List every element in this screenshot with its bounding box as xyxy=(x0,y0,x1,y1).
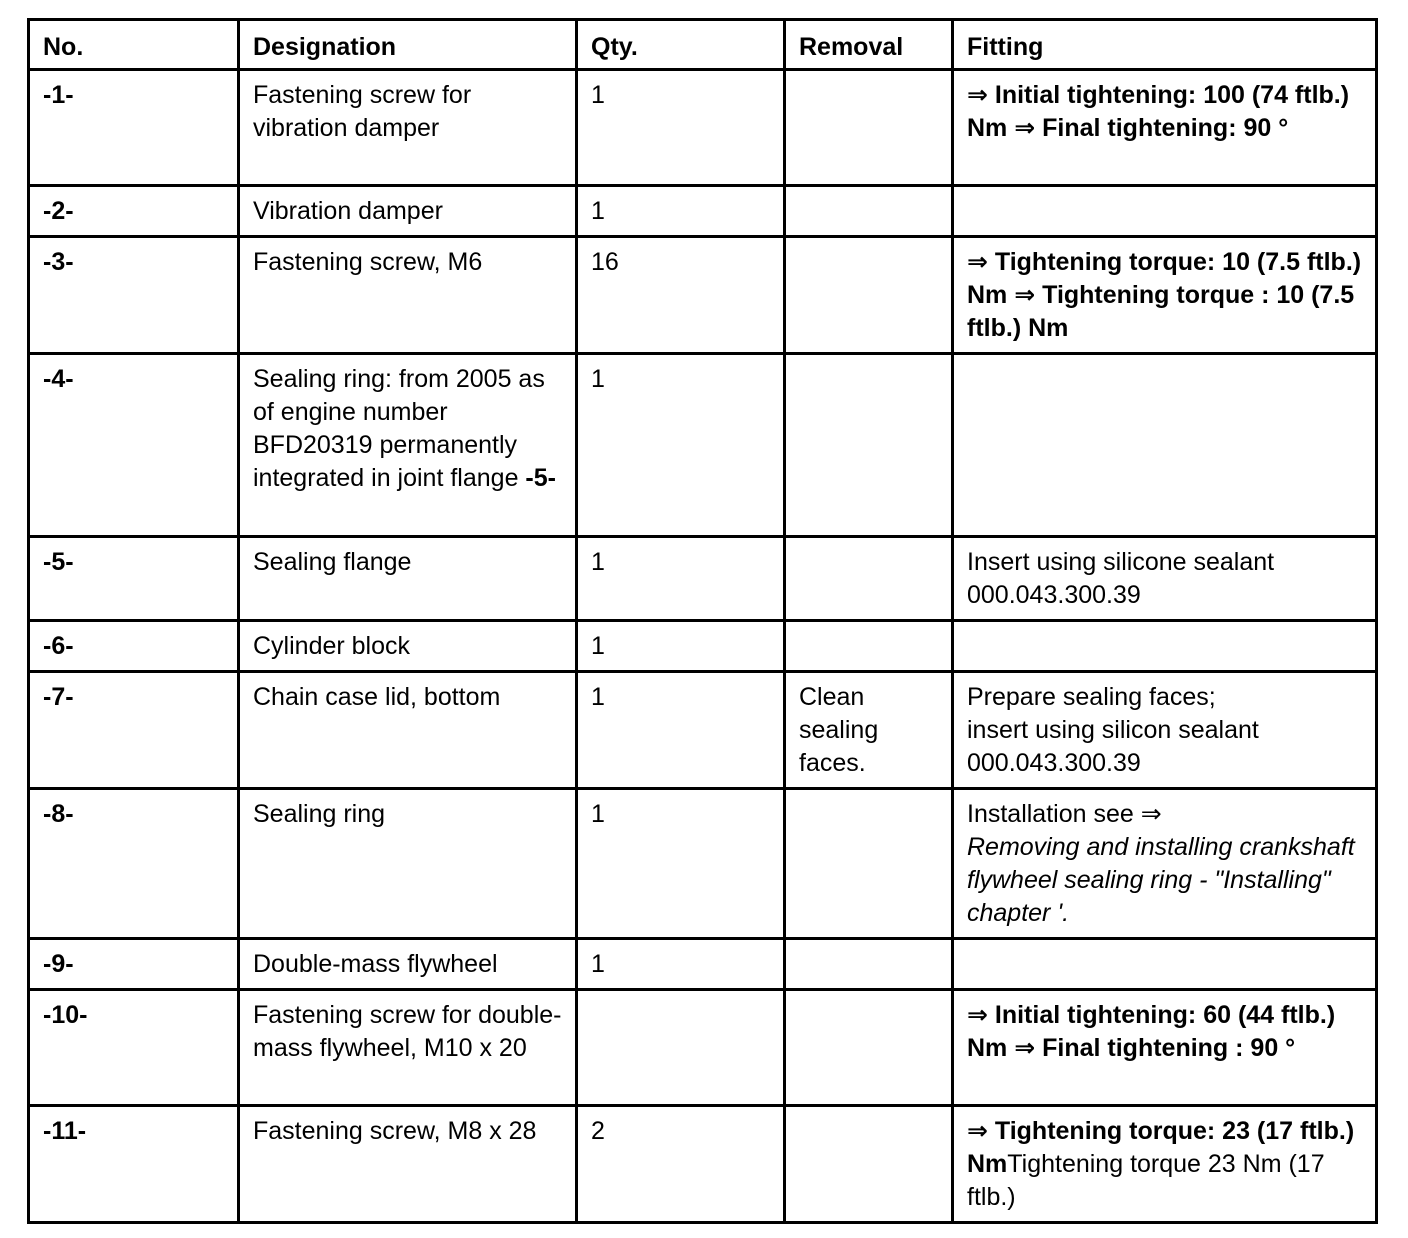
row-number: -3- xyxy=(29,237,239,354)
row-removal: Clean sealing faces. xyxy=(785,672,953,789)
row-fitting xyxy=(953,939,1377,990)
row-designation: Fastening screw, M6 xyxy=(239,237,577,354)
row-qty: 1 xyxy=(577,186,785,237)
row-removal xyxy=(785,537,953,621)
row-number: -4- xyxy=(29,354,239,537)
row-removal xyxy=(785,939,953,990)
table-row xyxy=(29,621,1377,672)
row-removal xyxy=(785,186,953,237)
row-number: -10- xyxy=(29,990,239,1106)
row-fitting xyxy=(953,354,1377,537)
row-fitting xyxy=(953,1106,1377,1223)
row-fitting xyxy=(953,789,1377,939)
row-fitting xyxy=(953,237,1377,354)
table-row xyxy=(29,70,1377,186)
row-designation: Sealing flange xyxy=(239,537,577,621)
row-removal xyxy=(785,1106,953,1223)
designation-reference: -5- xyxy=(525,464,556,492)
table-row xyxy=(29,672,1377,789)
header-removal: Removal xyxy=(785,20,953,70)
table-row xyxy=(29,789,1377,939)
fitting-torque-spec: ⇒ Tightening torque: 10 (7.5 ftlb.) Nm ⇒ Tightening torque : 10 (7.5 ftlb.) Nm xyxy=(967,248,1362,342)
row-designation: Sealing ring xyxy=(239,789,577,939)
row-fitting xyxy=(953,621,1377,672)
row-number: -6- xyxy=(29,621,239,672)
row-number: -5- xyxy=(29,537,239,621)
header-fitting: Fitting xyxy=(953,20,1377,70)
table-row xyxy=(29,537,1377,621)
header-designation: Designation xyxy=(239,20,577,70)
row-number: -1- xyxy=(29,70,239,186)
row-qty: 1 xyxy=(577,70,785,186)
row-removal xyxy=(785,237,953,354)
fitting-line: insert using silicon sealant 000.043.300.39 xyxy=(967,716,1259,777)
row-removal xyxy=(785,70,953,186)
row-fitting xyxy=(953,672,1377,789)
row-qty: 1 xyxy=(577,621,785,672)
header-no: No. xyxy=(29,20,239,70)
row-removal xyxy=(785,621,953,672)
row-fitting xyxy=(953,186,1377,237)
row-qty: 1 xyxy=(577,354,785,537)
row-number: -7- xyxy=(29,672,239,789)
parts-table xyxy=(27,18,1378,1224)
fitting-line: Prepare sealing faces; xyxy=(967,683,1216,711)
table-row xyxy=(29,237,1377,354)
row-designation: Fastening screw for double-mass flywheel, M10 x 20 xyxy=(239,990,577,1106)
table-row xyxy=(29,939,1377,990)
row-removal xyxy=(785,354,953,537)
row-fitting xyxy=(953,990,1377,1106)
row-qty: 1 xyxy=(577,672,785,789)
table-row xyxy=(29,1106,1377,1223)
row-designation: Cylinder block xyxy=(239,621,577,672)
fitting-text: Tightening torque 23 Nm (17 ftlb.) xyxy=(967,1150,1325,1211)
fitting-torque-spec: ⇒ Initial tightening: 100 (74 ftlb.) Nm ⇒ Final tightening: 90 ° xyxy=(967,81,1350,142)
row-number: -9- xyxy=(29,939,239,990)
table-row xyxy=(29,354,1377,537)
row-designation xyxy=(239,354,577,537)
table-row xyxy=(29,990,1377,1106)
row-removal xyxy=(785,789,953,939)
designation-text: Sealing ring: from 2005 as of engine number BFD20319 permanently integrated in joint flange xyxy=(253,365,545,492)
row-fitting xyxy=(953,70,1377,186)
row-designation: Fastening screw, M8 x 28 xyxy=(239,1106,577,1223)
row-designation: Fastening screw for vibration damper xyxy=(239,70,577,186)
row-designation: Chain case lid, bottom xyxy=(239,672,577,789)
fitting-torque-spec: ⇒ Initial tightening: 60 (44 ftlb.) Nm ⇒ Final tightening : 90 ° xyxy=(967,1001,1336,1062)
row-removal xyxy=(785,990,953,1106)
fitting-text: Installation see ⇒ xyxy=(967,800,1162,828)
table-row xyxy=(29,186,1377,237)
row-qty xyxy=(577,990,785,1106)
fitting-torque-spec: ⇒ Tightening torque: 23 (17 ftlb.) Nm xyxy=(967,1117,1355,1178)
row-qty: 1 xyxy=(577,789,785,939)
row-qty: 1 xyxy=(577,537,785,621)
row-number: -8- xyxy=(29,789,239,939)
table-header-row xyxy=(29,20,1377,70)
fitting-reference-link[interactable]: Removing and installing crankshaft flywheel sealing ring - "Installing" chapter '. xyxy=(967,833,1355,927)
row-designation: Vibration damper xyxy=(239,186,577,237)
row-designation: Double-mass flywheel xyxy=(239,939,577,990)
header-qty: Qty. xyxy=(577,20,785,70)
row-fitting: Insert using silicone sealant 000.043.300.39 xyxy=(953,537,1377,621)
row-qty: 1 xyxy=(577,939,785,990)
row-number: -2- xyxy=(29,186,239,237)
row-qty: 16 xyxy=(577,237,785,354)
row-qty: 2 xyxy=(577,1106,785,1223)
row-number: -11- xyxy=(29,1106,239,1223)
